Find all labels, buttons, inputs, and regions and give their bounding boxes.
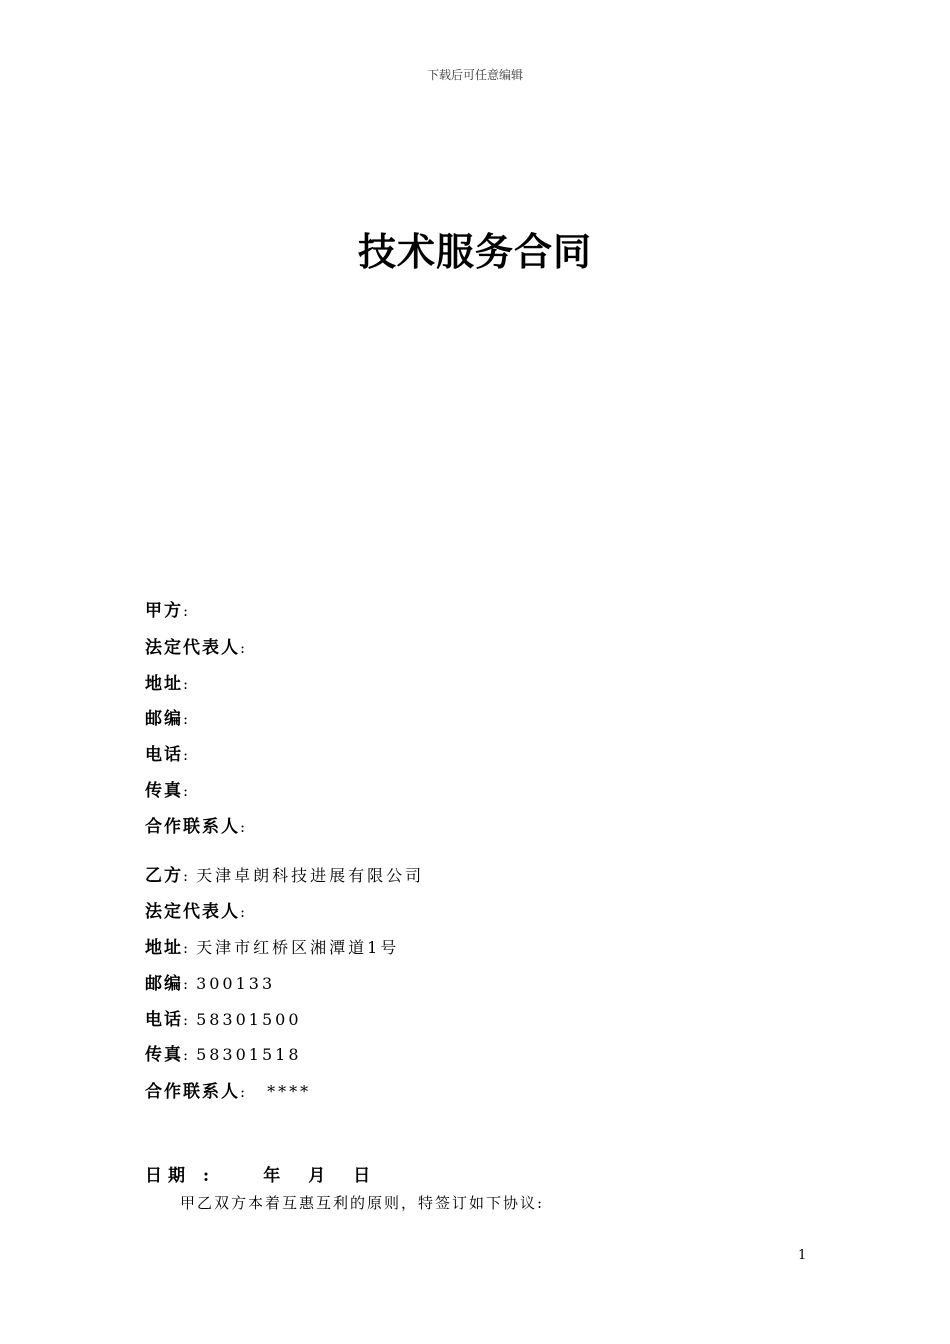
document-title: 技术服务合同 bbox=[357, 229, 592, 274]
party-b-name-field: 乙方: 天津卓朗科技进展有限公司 bbox=[145, 866, 425, 886]
party-a-postcode-field: 邮编: bbox=[145, 709, 189, 729]
party-b-label: 乙方 bbox=[145, 866, 183, 886]
header-note: 下载后可任意编辑 bbox=[426, 68, 523, 82]
party-a-phone-field: 电话: bbox=[145, 745, 189, 765]
date-month: 月 bbox=[308, 1166, 326, 1186]
party-b-address-field: 地址: 天津市红桥区湘潭道1号 bbox=[145, 938, 400, 958]
party-b-phone-field: 电话: 58301500 bbox=[145, 1010, 302, 1030]
party-a-fax-field: 传真: bbox=[145, 781, 189, 801]
party-a-name-field: 甲方: bbox=[145, 601, 189, 621]
date-label: 日期 : bbox=[145, 1166, 216, 1186]
party-a-label: 甲方 bbox=[145, 601, 183, 621]
party-b-legal-rep-field: 法定代表人: bbox=[145, 902, 246, 922]
date-day: 日 bbox=[353, 1166, 371, 1186]
date-line bbox=[145, 1164, 370, 1188]
party-a-legal-rep-field: 法定代表人: bbox=[145, 638, 246, 658]
party-b-contact-field: 合作联系人: **** bbox=[145, 1082, 312, 1102]
party-b-company: 天津卓朗科技进展有限公司 bbox=[196, 866, 425, 885]
intro-paragraph: 甲乙双方本着互惠互利的原则，特签订如下协议: bbox=[180, 1194, 545, 1212]
party-b-fax-field: 传真: 58301518 bbox=[145, 1045, 302, 1065]
party-a-contact-field: 合作联系人: bbox=[145, 817, 246, 837]
party-a-address-field: 地址: bbox=[145, 674, 189, 694]
page-number: 1 bbox=[798, 1248, 807, 1263]
date-year: 年 bbox=[263, 1166, 281, 1186]
party-b-postcode-field: 邮编: 300133 bbox=[145, 974, 276, 994]
